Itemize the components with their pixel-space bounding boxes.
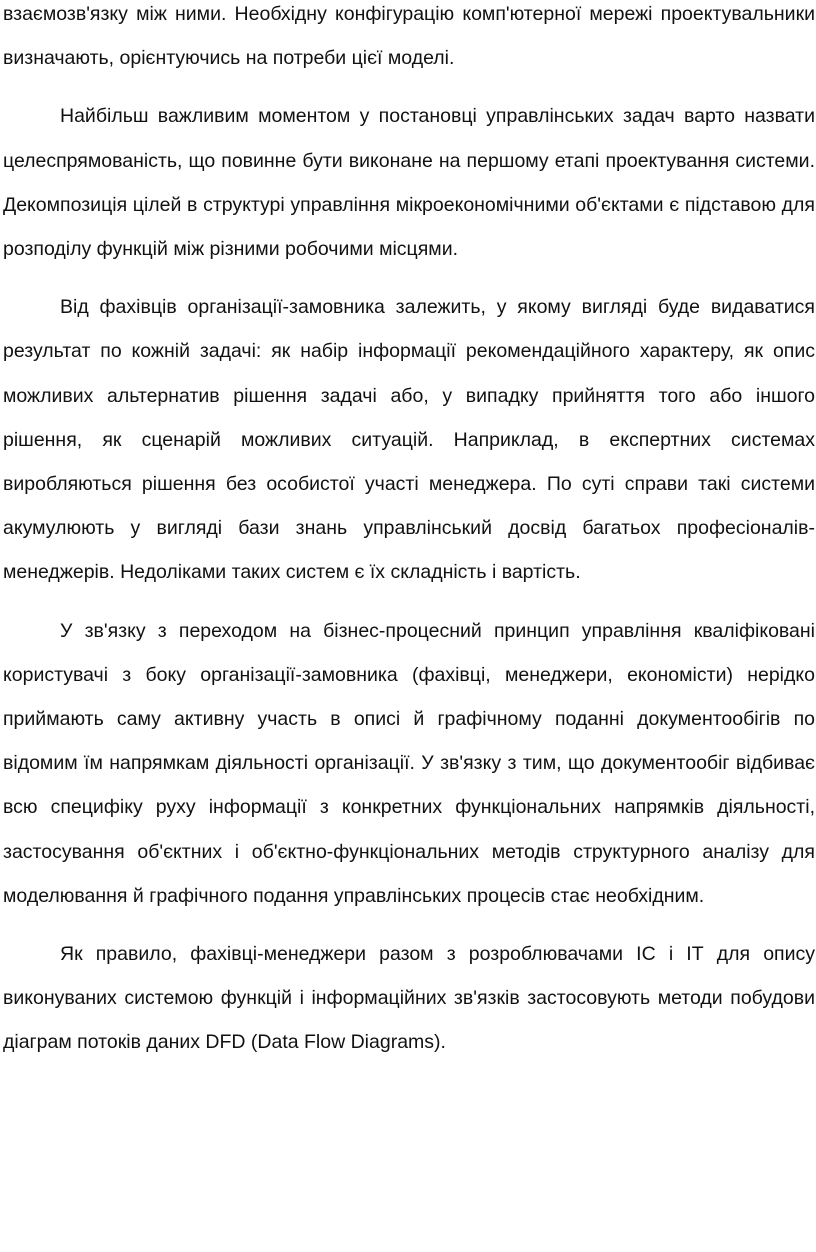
paragraph-3: Від фахівців організації-замовника залежить, у якому вигляді буде видаватися результат по кожній задачі: як набір інформації рекомендаційного характеру, як опис можливих альтернатив рішення задачі або, у випадку прийняття того або іншого рішення, як сценарій можливих ситуацій. Наприклад, в експертних системах виробляються рішення без особистої участі менеджера. По суті справи такі системи акумулюють у вигляді бази знань управлінський досвід багатьох професіоналів- менеджерів. Недоліками таких систем є їх складність і вартість.: [3, 296, 815, 584]
paragraph-1: взаємозв'язку між ними. Необхідну конфігурацію комп'ютерної мережі проектувальники визначають, орієнтуючись на потреби цієї моделі.: [3, 3, 815, 70]
paragraph-5: Як правило, фахівці-менеджери разом з розроблювачами ІС і ІТ для опису виконуваних системою функцій і інформаційних зв'язків застосовують методи побудови діаграм потоків даних DFD (Data Flow Diagrams).: [3, 943, 815, 1054]
paragraph-2: Найбільш важливим моментом у постановці управлінських задач варто назвати целеспрямованість, що повинне бути виконане на першому етапі проектування системи. Декомпозиція цілей в структурі управління мікроекономічними об'єктами є підставою для розподілу функцій між різними робочими місцями.: [3, 105, 815, 261]
paragraph-4: У зв'язку з переходом на бізнес-процесний принцип управління кваліфіковані користувачі з боку організації-замовника (фахівці, менеджери, економісти) нерідко приймають саму активну участь в описі й графічному поданні документообігів по відомим їм напрямкам діяльності організації. У зв'язку з тим, що документообіг відбиває всю специфіку руху інформації з конкретних функціональних напрямків діяльності, застосування об'єктних і об'єктно-функціональних методів структурного аналізу для моделювання й графічного подання управлінських процесів стає необхідним.: [3, 619, 815, 907]
